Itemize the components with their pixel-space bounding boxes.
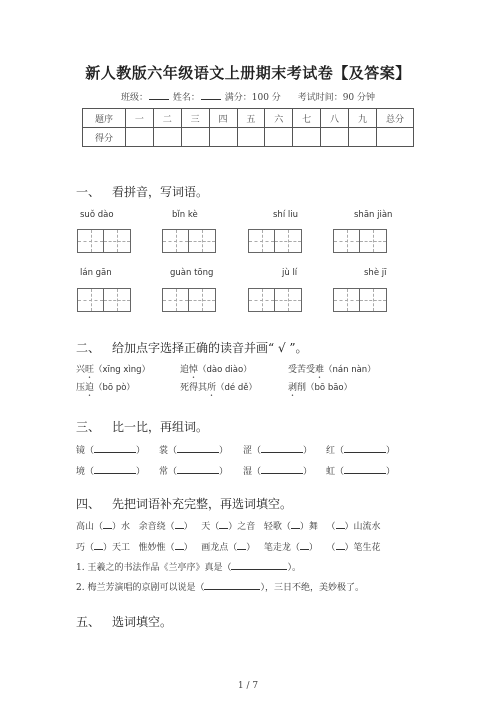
score-header-cell: 六	[265, 109, 293, 128]
pronunciation-item[interactable]	[76, 362, 150, 381]
score-header-row	[83, 109, 414, 128]
word-part: 削	[297, 383, 307, 393]
idiom-text: ）	[308, 543, 318, 553]
score-cell	[153, 128, 181, 147]
score-row-label: 得分	[83, 128, 126, 147]
idiom-blank[interactable]	[336, 519, 345, 529]
pinyin-label: bǐn kè	[172, 210, 198, 220]
char: 常	[159, 467, 169, 477]
answer-blank[interactable]	[344, 464, 386, 474]
section-4-heading	[76, 495, 292, 512]
idiom-text: （	[326, 543, 336, 553]
pinyin-label: lán gān	[80, 268, 112, 278]
idiom-text: 画龙点（	[201, 543, 238, 553]
dotted-char: 剥	[288, 383, 298, 393]
char: 涩	[243, 446, 253, 456]
paren-close: ）	[219, 446, 229, 456]
score-table	[82, 108, 414, 147]
answer-blank[interactable]	[261, 443, 303, 453]
word-part: 兴	[76, 365, 86, 375]
writing-grid[interactable]	[77, 229, 131, 253]
section-number: 二、	[76, 341, 101, 355]
idiom-text: （	[326, 522, 336, 532]
compare-item[interactable]	[159, 464, 228, 477]
name-blank	[201, 90, 221, 100]
section-2-heading	[76, 339, 308, 356]
paren-close: ）	[386, 446, 396, 456]
sentence-text: ）。	[287, 563, 301, 573]
writing-grid[interactable]	[333, 229, 387, 253]
idiom-text: 天（	[201, 522, 220, 532]
score-cell	[126, 128, 154, 147]
score-cell	[321, 128, 349, 147]
score-header-cell: 三	[181, 109, 209, 128]
score-cell	[349, 128, 377, 147]
section-text: 选词填空。	[112, 615, 173, 629]
char: 境	[76, 467, 86, 477]
idiom-text: ）之音	[228, 522, 256, 532]
pinyin-options[interactable]: （bō pò）	[94, 383, 135, 393]
section-number: 四、	[76, 497, 101, 511]
sentence-blank[interactable]	[204, 580, 260, 590]
answer-blank[interactable]	[94, 443, 136, 453]
sentence-blank[interactable]	[231, 560, 287, 570]
answer-blank[interactable]	[261, 464, 303, 474]
section-3-heading	[76, 418, 208, 435]
paren-close: ）	[219, 467, 229, 477]
paren-open: （	[85, 467, 95, 477]
paren-open: （	[252, 467, 262, 477]
pronunciation-item[interactable]	[180, 380, 257, 399]
pronunciation-item[interactable]	[180, 362, 252, 381]
idiom-text: 笔走龙（	[263, 543, 300, 553]
idiom-text: ）	[246, 543, 256, 553]
compare-item[interactable]	[326, 464, 395, 477]
pronunciation-item[interactable]	[288, 362, 376, 381]
pinyin-options[interactable]: （dào diào）	[198, 365, 252, 375]
pronunciation-item[interactable]	[288, 380, 352, 399]
score-value-row	[83, 128, 414, 147]
score-header-cell: 四	[209, 109, 237, 128]
dotted-char: 所	[207, 383, 217, 393]
page-number: 1 / 7	[237, 681, 259, 691]
idiom-text: ）笔生花	[344, 543, 381, 553]
sentence-text: ），三日不绝，美妙极了。	[260, 583, 364, 593]
idiom-text: 余音绕（	[138, 522, 175, 532]
section-text: 先把词语补充完整，再选词填空。	[112, 497, 293, 511]
pinyin-options[interactable]: （nán nàn）	[324, 365, 376, 375]
paren-open: （	[335, 446, 345, 456]
section-number: 一、	[76, 185, 101, 199]
idiom-blank[interactable]	[237, 540, 246, 550]
pronunciation-item[interactable]	[76, 380, 135, 399]
page-title: 新人教版六年级语文上册期末考试卷【及答案】	[85, 64, 411, 82]
pinyin-label: jù lí	[282, 268, 298, 278]
idiom-line-1	[76, 519, 381, 532]
idiom-blank[interactable]	[336, 540, 345, 550]
exam-time: 考试时间：90 分钟	[297, 93, 376, 103]
compare-item[interactable]	[243, 443, 312, 456]
score-cell	[181, 128, 209, 147]
exam-info	[0, 90, 496, 103]
pinyin-options[interactable]: （bō bāo）	[306, 383, 353, 393]
answer-blank[interactable]	[177, 464, 219, 474]
compare-item[interactable]	[76, 443, 145, 456]
idiom-text: ）舞	[299, 522, 318, 532]
idiom-blank[interactable]	[219, 519, 228, 529]
char: 镜	[76, 446, 86, 456]
paren-close: ）	[386, 467, 396, 477]
section-number: 三、	[76, 420, 101, 434]
idiom-text: 巧（	[76, 543, 95, 553]
word-part: 追	[180, 365, 190, 375]
pinyin-label: shí liu	[273, 210, 298, 220]
writing-grid[interactable]	[333, 288, 387, 312]
score-header-cell: 总分	[377, 109, 414, 128]
class-label: 班级：	[120, 93, 148, 103]
dotted-char: 旺	[85, 365, 95, 375]
pinyin-options[interactable]: （dé dě）	[216, 383, 257, 393]
idiom-text: ）天工	[103, 543, 131, 553]
score-cell	[237, 128, 265, 147]
dotted-char: 悼	[189, 365, 199, 375]
section-text: 比一比，再组词。	[112, 420, 209, 434]
paren-close: ）	[136, 446, 146, 456]
section-number: 五、	[76, 615, 101, 629]
char: 红	[326, 446, 336, 456]
pinyin-label: shān jiàn	[354, 210, 393, 220]
answer-blank[interactable]	[94, 464, 136, 474]
word-part: 压	[76, 383, 86, 393]
score-header-cell: 二	[153, 109, 181, 128]
pinyin-options[interactable]: （xīng xìng）	[94, 365, 151, 375]
idiom-blank[interactable]	[291, 519, 300, 529]
idiom-line-2	[76, 540, 381, 553]
idiom-text: ）水	[112, 522, 131, 532]
idiom-blank[interactable]	[175, 519, 184, 529]
score-cell	[265, 128, 293, 147]
writing-grid[interactable]	[248, 229, 302, 253]
fill-sentence-1	[76, 560, 301, 573]
score-cell	[293, 128, 321, 147]
paren-close: ）	[303, 467, 313, 477]
idiom-text: ）	[183, 543, 193, 553]
score-header-cell: 七	[293, 109, 321, 128]
full-score: 满分：100 分	[224, 93, 281, 103]
compare-item[interactable]	[243, 464, 312, 477]
paren-open: （	[168, 467, 178, 477]
class-blank	[149, 90, 169, 100]
score-cell	[209, 128, 237, 147]
compare-item[interactable]	[326, 443, 395, 456]
paren-open: （	[168, 446, 178, 456]
paren-open: （	[252, 446, 262, 456]
fill-sentence-2	[76, 580, 364, 593]
answer-blank[interactable]	[177, 443, 219, 453]
score-header-cell: 九	[349, 109, 377, 128]
idiom-blank[interactable]	[300, 540, 309, 550]
score-cell	[377, 128, 414, 147]
writing-grid[interactable]	[248, 288, 302, 312]
idiom-text: ）	[183, 522, 193, 532]
idiom-blank[interactable]	[94, 540, 103, 550]
paren-open: （	[85, 446, 95, 456]
paren-open: （	[335, 467, 345, 477]
sentence-text: 2. 梅兰芳演唱的京剧可以说是（	[76, 583, 205, 593]
dotted-char: 迫	[85, 383, 95, 393]
word-part: 受苦受	[288, 365, 316, 375]
section-text: 给加点字选择正确的读音并画“ √ ”。	[112, 341, 308, 355]
answer-blank[interactable]	[344, 443, 386, 453]
section-text: 看拼音，写词语。	[112, 185, 209, 199]
score-header-cell: 五	[237, 109, 265, 128]
pinyin-label: shè jī	[364, 268, 387, 278]
char: 裳	[159, 446, 169, 456]
dotted-char: 难	[315, 365, 325, 375]
paren-close: ）	[303, 446, 313, 456]
section-1-heading	[76, 183, 208, 200]
writing-grid[interactable]	[162, 229, 216, 253]
compare-item[interactable]	[159, 443, 228, 456]
score-header-cell: 一	[126, 109, 154, 128]
idiom-text: 高山（	[76, 522, 104, 532]
char: 湿	[243, 467, 253, 477]
char: 虹	[326, 467, 336, 477]
sentence-text: 1. 王羲之的书法作品《兰亭序》真是（	[76, 563, 232, 573]
idiom-blank[interactable]	[103, 519, 112, 529]
paren-close: ）	[136, 467, 146, 477]
idiom-text: ）山流水	[344, 522, 381, 532]
score-header-cell: 八	[321, 109, 349, 128]
name-label: 姓名：	[172, 93, 200, 103]
pinyin-label: suǒ dào	[80, 210, 114, 220]
writing-grid[interactable]	[162, 288, 216, 312]
pinyin-label: guàn tōng	[170, 268, 214, 278]
idiom-text: 惟妙惟（	[138, 543, 175, 553]
section-5-heading	[76, 613, 172, 630]
writing-grid[interactable]	[77, 288, 131, 312]
word-part: 死得其	[180, 383, 208, 393]
compare-item[interactable]	[76, 464, 145, 477]
score-header-cell: 题序	[83, 109, 126, 128]
idiom-text: 轻歌（	[263, 522, 291, 532]
idiom-blank[interactable]	[175, 540, 184, 550]
